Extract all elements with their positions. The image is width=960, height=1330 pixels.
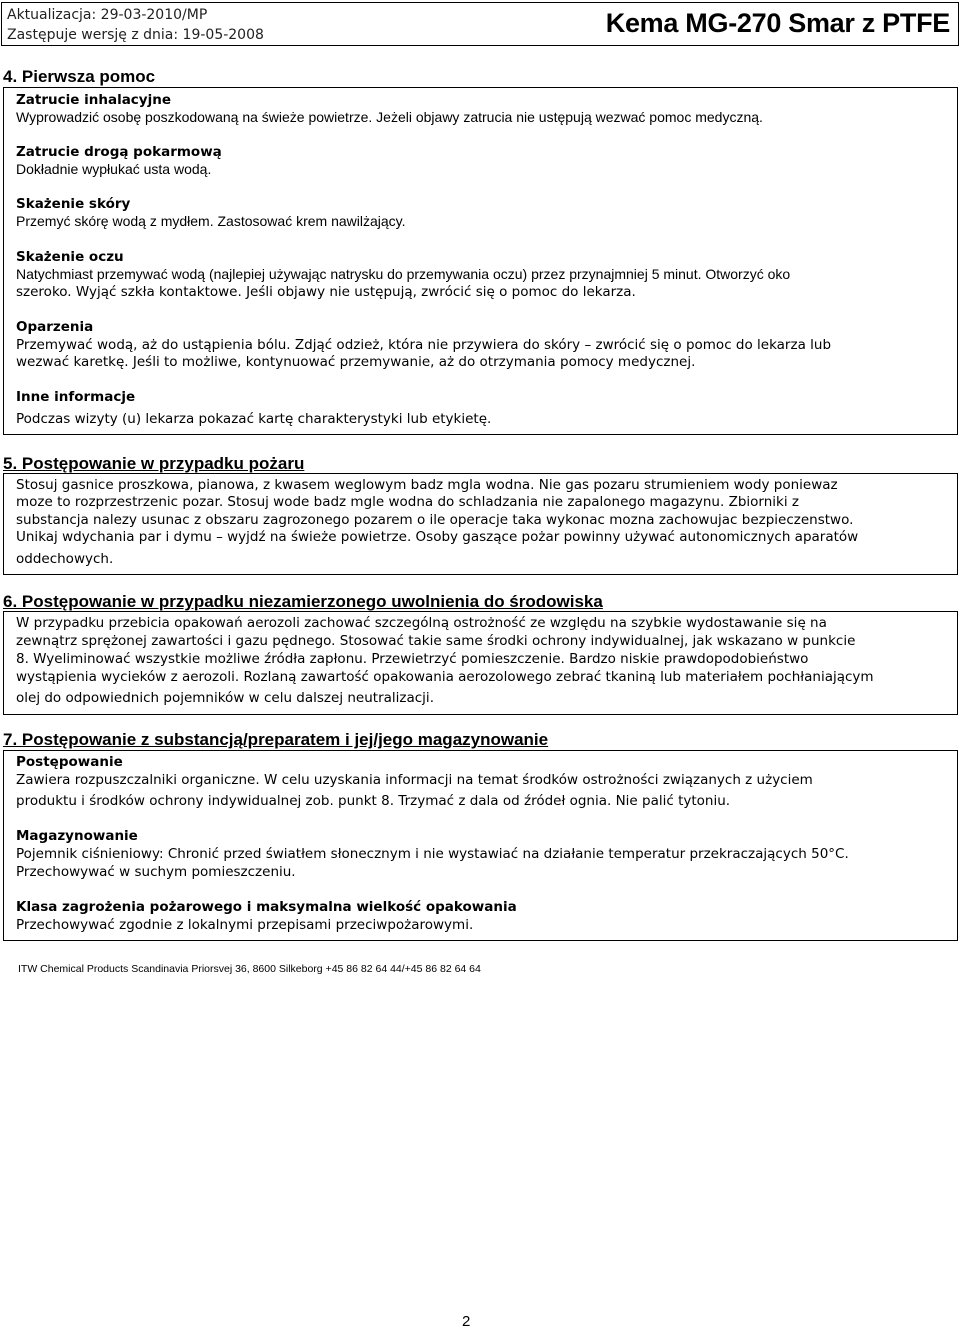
product-name: Kema MG-270 Smar z PTFE — [605, 8, 950, 38]
fire-text-4: Unikaj wdychania par i dymu – wyjdź na świeże powietrze. Osoby gaszące pożar powinny używać autonomicznych aparatów — [16, 529, 859, 545]
other-info-heading: Inne informacje — [16, 389, 136, 405]
fire-class-text: Przechowywać zgodnie z lokalnymi przepisami przeciwpożarowymi. — [16, 917, 474, 933]
eye-text-1: Natychmiast przemywać wodą (najlepiej używając natrysku do przemywania oczu) przez przynajmniej 5 minut. Otworzyć oko — [16, 266, 791, 282]
release-text-3: 8. Wyeliminować wszystkie możliwe źródła zapłonu. Przewietrzyć pomieszczenie. Bardzo niskie prawdopodobieństwo — [16, 651, 809, 667]
revision-info — [7, 5, 264, 45]
company-footer: ITW Chemical Products Scandinavia Priorsvej 36, 8600 Silkeborg +45 86 82 64 44/+45 86 82 64 64 — [18, 963, 481, 975]
burns-text-2: wezwać karetkę. Jeśli to możliwe, kontynuować przemywanie, aż do otrzymania pomocy medycznej. — [16, 354, 696, 370]
storage-text-1: Pojemnik ciśnieniowy: Chronić przed światłem słonecznym i nie wystawiać na działanie temperatur przekraczających 50°C. — [16, 846, 849, 862]
section-5-title: 5. Postępowanie w przypadku pożaru — [3, 454, 305, 473]
section-6-box — [3, 611, 958, 715]
fire-class-heading: Klasa zagrożenia pożarowego i maksymalna wielkość opakowania — [16, 899, 517, 915]
handling-text-2: produktu i środków ochrony indywidualnej zob. punkt 8. Trzymać z dala od źródeł ognia. Nie palić tytoniu. — [16, 793, 731, 809]
handling-text-1: Zawiera rozpuszczalniki organiczne. W celu uzyskania informacji na temat środków ostrożności związanych z użyciem — [16, 772, 813, 788]
document-header — [1, 2, 959, 46]
oral-heading: Zatrucie drogą pokarmową — [16, 144, 222, 160]
section-7-title: 7. Postępowanie z substancją/preparatem i jej/jego magazynowanie — [3, 730, 549, 749]
release-text-1: W przypadku przebicia opakowań aerozoli zachować szczególną ostrożność ze względu na szybkie wydostawanie się na — [16, 615, 827, 631]
storage-text-2: Przechowywać w suchym pomieszczeniu. — [16, 864, 296, 880]
handling-heading: Postępowanie — [16, 754, 123, 770]
oral-text: Dokładnie wypłukać usta wodą. — [16, 161, 212, 177]
storage-heading: Magazynowanie — [16, 828, 138, 844]
inhalation-heading: Zatrucie inhalacyjne — [16, 92, 171, 108]
section-4-title: 4. Pierwsza pomoc — [3, 67, 156, 86]
section-4-box — [3, 87, 958, 435]
eye-heading: Skażenie oczu — [16, 249, 124, 265]
inhalation-text: Wyprowadzić osobę poszkodowaną na świeże powietrze. Jeżeli objawy zatrucia nie ustępują wezwać pomoc medyczną. — [16, 109, 763, 125]
fire-text-2: moze to rozprzestrzenic pozar. Stosuj wode badz mgle wodna do schladzania nie zapalonego magazynu. Zbiorniki z — [16, 494, 799, 510]
section-6-title: 6. Postępowanie w przypadku niezamierzonego uwolnienia do środowiska — [3, 592, 603, 611]
eye-text-2: szeroko. Wyjąć szkła kontaktowe. Jeśli objawy nie ustępują, zwrócić się o pomoc do lekarza. — [16, 284, 636, 300]
fire-text-5: oddechowych. — [16, 551, 114, 567]
fire-text-3: substancja nalezy usunac z obszaru zagrozonego pozarem o ile operacje taka wykonac mozna zachowujac bezpieczenstwo. — [16, 512, 854, 528]
release-text-4: wystąpienia wycieków z aerozoli. Rozlaną zawartość opakowania aerozolowego zebrać tkaniną lub materiałem pochłaniającym — [16, 669, 874, 685]
skin-heading: Skażenie skóry — [16, 196, 131, 212]
skin-text: Przemyć skórę wodą z mydłem. Zastosować krem nawilżający. — [16, 213, 406, 229]
release-text-5: olej do odpowiednich pojemników w celu dalszej neutralizacji. — [16, 690, 434, 706]
replaces-version: Zastępuje wersję z dnia: 19-05-2008 — [7, 27, 264, 43]
section-7-box — [3, 750, 958, 941]
update-date: Aktualizacja: 29-03-2010/MP — [7, 7, 208, 23]
burns-heading: Oparzenia — [16, 319, 94, 335]
page-number: 2 — [462, 1313, 471, 1330]
release-text-2: zewnątrz sprężonej zawartości i gazu pędnego. Stosować takie same środki ochrony indywidualnej, jak wskazano w punkcie — [16, 633, 856, 649]
other-info-text: Podczas wizyty (u) lekarza pokazać kartę charakterystyki lub etykietę. — [16, 411, 492, 427]
section-5-box — [3, 473, 958, 575]
burns-text-1: Przemywać wodą, aż do ustąpienia bólu. Zdjąć odzież, która nie przywiera do skóry – zwrócić się o pomoc do lekarza lub — [16, 337, 832, 353]
fire-text-1: Stosuj gasnice proszkowa, pianowa, z kwasem weglowym badz mgla wodna. Nie gas pozaru strumieniem wody poniewaz — [16, 477, 838, 493]
